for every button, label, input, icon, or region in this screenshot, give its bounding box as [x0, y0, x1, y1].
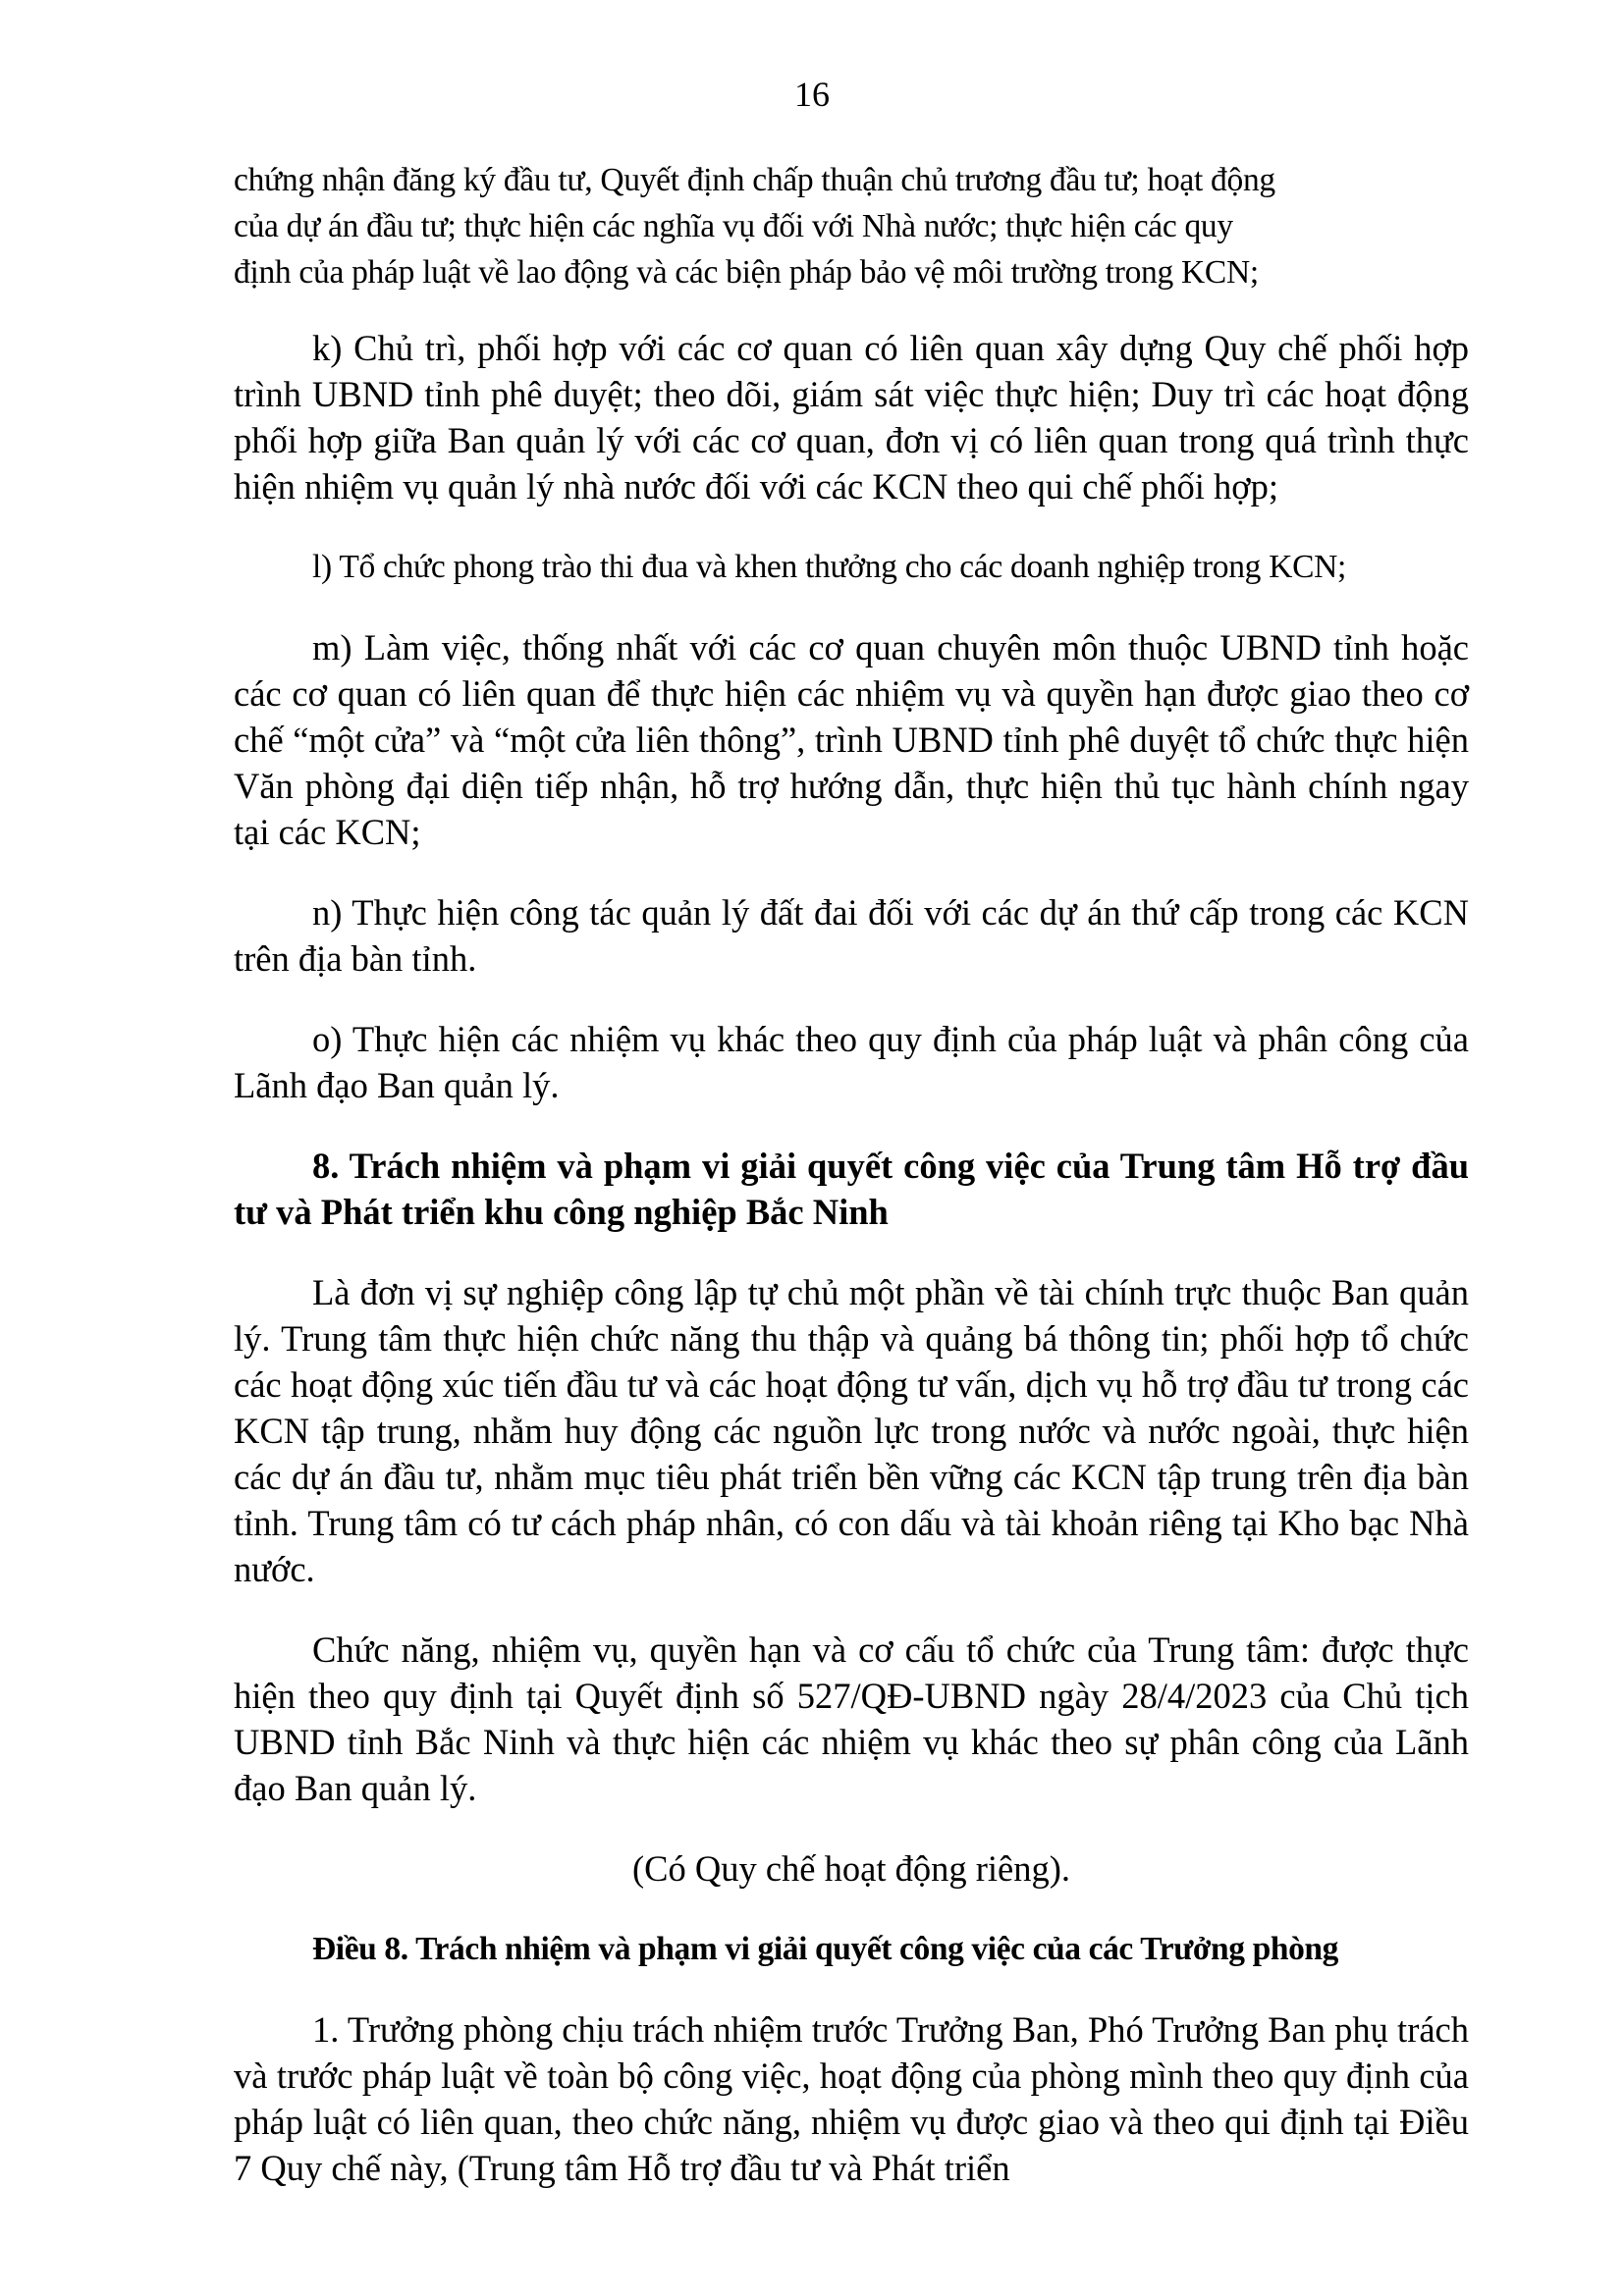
paragraph-item-l: l) Tổ chức phong trào thi đua và khen thưởng cho các doanh nghiệp trong KCN; — [312, 549, 1347, 585]
article-heading-8: Điều 8. Trách nhiệm và phạm vi giải quyết công việc của các Trưởng phòng — [312, 1931, 1338, 1967]
paragraph-item-m: m) Làm việc, thống nhất với các cơ quan chuyên môn thuộc UBND tỉnh hoặc các cơ quan có liên quan để thực hiện các nhiệm vụ và quyền hạn được giao theo cơ chế “một cửa” và “một cửa liên thông”, trình UBND tỉnh phê duyệt tổ chức thực hiện Văn phòng đại diện tiếp nhận, hỗ trợ hướng dẫn, thực hiện thủ tục hành chính ngay tại các KCN; — [234, 627, 1469, 852]
text-line: định của pháp luật về lao động và các biện pháp bảo vệ môi trường trong KCN; — [234, 254, 1259, 291]
paragraph-article-8-item-1: 1. Trưởng phòng chịu trách nhiệm trước Trưởng Ban, Phó Trưởng Ban phụ trách và trước pháp luật về toàn bộ công việc, hoạt động của phòng mình theo quy định của pháp luật có liên quan, theo chức năng, nhiệm vụ được giao và theo qui định tại Điều 7 Quy chế này, (Trung tâm Hỗ trợ đầu tư và Phát triển — [234, 2009, 1469, 2188]
paragraph-note: (Có Quy chế hoạt động riêng). — [631, 1848, 1070, 1889]
paragraph-item-n: n) Thực hiện công tác quản lý đất đai đối với các dự án thứ cấp trong các KCN trên địa bàn tỉnh. — [234, 892, 1469, 979]
paragraph-item-o: o) Thực hiện các nhiệm vụ khác theo quy định của pháp luật và phân công của Lãnh đạo Ban quản lý. — [234, 1019, 1469, 1105]
paragraph-center-description: Là đơn vị sự nghiệp công lập tự chủ một phần về tài chính trực thuộc Ban quản lý. Trung tâm thực hiện chức năng thu thập và quảng bá thông tin; phối hợp tổ chức các hoạt động xúc tiến đầu tư và các hoạt động tư vấn, dịch vụ hỗ trợ đầu tư trong các KCN tập trung, nhằm huy động các nguồn lực trong nước và nước ngoài, thực hiện các dự án đầu tư, nhằm mục tiêu phát triển bền vững các KCN tập trung trên địa bàn tỉnh. Trung tâm có tư cách pháp nhân, có con dấu và tài khoản riêng tại Kho bạc Nhà nước. — [234, 1272, 1469, 1589]
paragraph-continuation — [234, 157, 1469, 295]
paragraph-item-k: k) Chủ trì, phối hợp với các cơ quan có liên quan xây dựng Quy chế phối hợp trình UBND tỉnh phê duyệt; theo dõi, giám sát việc thực hiện; Duy trì các hoạt động phối hợp giữa Ban quản lý với các cơ quan, đơn vị có liên quan trong quá trình thực hiện nhiệm vụ quản lý nhà nước đối với các KCN theo qui chế phối hợp; — [234, 328, 1469, 507]
paragraph-center-functions: Chức năng, nhiệm vụ, quyền hạn và cơ cấu tổ chức của Trung tâm: được thực hiện theo quy định tại Quyết định số 527/QĐ-UBND ngày 28/4/2023 của Chủ tịch UBND tỉnh Bắc Ninh và thực hiện các nhiệm vụ khác theo sự phân công của Lãnh đạo Ban quản lý. — [234, 1629, 1469, 1808]
text-line: của dự án đầu tư; thực hiện các nghĩa vụ đối với Nhà nước; thực hiện các quy — [234, 208, 1233, 244]
text-line: chứng nhận đăng ký đầu tư, Quyết định chấp thuận chủ trương đầu tư; hoạt động — [234, 162, 1275, 198]
section-heading-8: 8. Trách nhiệm và phạm vi giải quyết công việc của Trung tâm Hỗ trợ đầu tư và Phát triển khu công nghiệp Bắc Ninh — [234, 1146, 1469, 1232]
page-number: 16 — [794, 75, 830, 114]
document-body — [234, 157, 1469, 2191]
